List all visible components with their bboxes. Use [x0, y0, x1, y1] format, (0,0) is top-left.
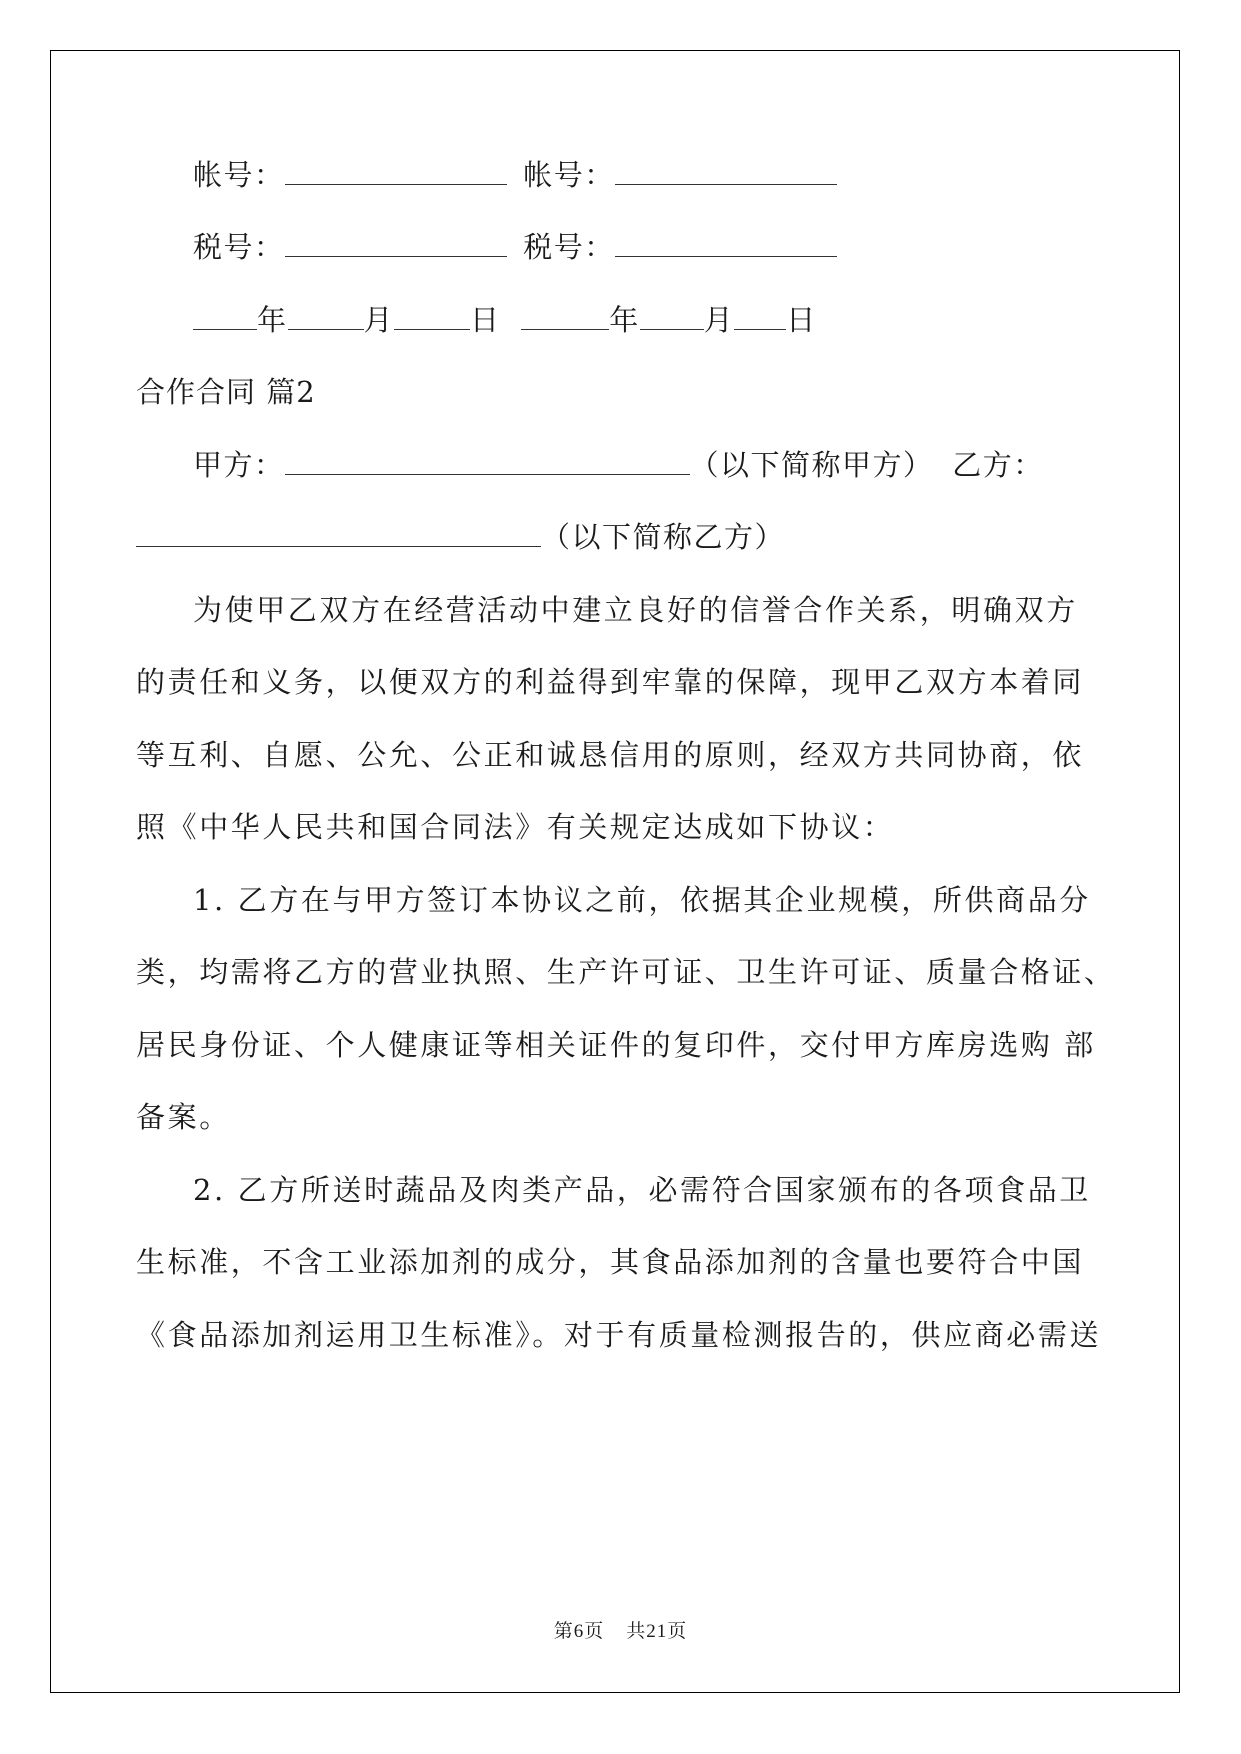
intro-line-1: 为使甲乙双方在经营活动中建立良好的信誉合作关系，明确双方 [193, 593, 1078, 627]
party-a-row [193, 447, 1044, 483]
tax-blank-a[interactable] [285, 230, 507, 257]
year-label-a: 年 [257, 303, 288, 337]
clause1-line-4: 备案。 [136, 1100, 231, 1134]
clause2-line-2: 生标准，不含工业添加剂的成分，其食品添加剂的含量也要符合中国 [136, 1245, 1085, 1279]
party-a-blank[interactable] [285, 448, 690, 475]
intro-line-4: 照《中华人民共和国合同法》有关规定达成如下协议： [136, 810, 895, 844]
current-page: 第6页 [553, 1621, 605, 1642]
month-label-a: 月 [363, 303, 395, 337]
account-row [193, 157, 837, 193]
tax-label-b: 税号： [523, 230, 615, 264]
tax-row [193, 229, 837, 265]
day-blank-a[interactable] [394, 303, 470, 330]
party-b-blank[interactable] [136, 520, 541, 547]
year-blank-b[interactable] [521, 303, 609, 330]
tax-blank-b[interactable] [615, 230, 837, 257]
account-blank-b[interactable] [615, 158, 837, 185]
page-border [50, 50, 1180, 1693]
clause2-line-3: 《食品添加剂运用卫生标准》。对于有质量检测报告的，供应商必需送 [136, 1318, 1102, 1352]
party-b-suffix: （以下简称乙方） [541, 520, 786, 554]
clause2-line-1: 2. 乙方所送时蔬品及肉类产品，必需符合国家颁布的各项食品卫 [193, 1173, 1091, 1207]
party-b-label: 乙方： [952, 448, 1044, 482]
year-label-b: 年 [609, 303, 640, 337]
intro-line-3: 等互利、自愿、公允、公正和诚恳信用的原则，经双方共同协商，依 [136, 738, 1085, 772]
section-title: 合作合同 篇2 [136, 375, 316, 409]
day-label-b: 日 [786, 303, 817, 337]
day-label-a: 日 [470, 303, 501, 337]
party-a-suffix: （以下简称甲方） [689, 448, 934, 482]
day-blank-b[interactable] [734, 303, 786, 330]
clause1-line-2: 类，均需将乙方的营业执照、生产许可证、卫生许可证、质量合格证、 [136, 955, 1116, 989]
clause1-line-3: 居民身份证、个人健康证等相关证件的复印件，交付甲方库房选购 部 [136, 1028, 1096, 1062]
tax-label-a: 税号： [193, 230, 285, 264]
total-pages: 共21页 [626, 1621, 688, 1642]
account-label-b: 帐号： [523, 158, 615, 192]
year-blank-a[interactable] [193, 303, 257, 330]
date-row [193, 302, 817, 338]
month-label-b: 月 [703, 303, 735, 337]
month-blank-a[interactable] [288, 303, 364, 330]
account-blank-a[interactable] [285, 158, 507, 185]
party-b-row [136, 519, 785, 555]
page-footer [0, 1616, 1241, 1643]
intro-line-2: 的责任和义务，以便双方的利益得到牢靠的保障，现甲乙双方本着同 [136, 665, 1085, 699]
month-blank-b[interactable] [640, 303, 704, 330]
account-label-a: 帐号： [193, 158, 285, 192]
party-a-label: 甲方： [193, 448, 285, 482]
clause1-line-1: 1. 乙方在与甲方签订本协议之前，依据其企业规模，所供商品分 [193, 883, 1091, 917]
